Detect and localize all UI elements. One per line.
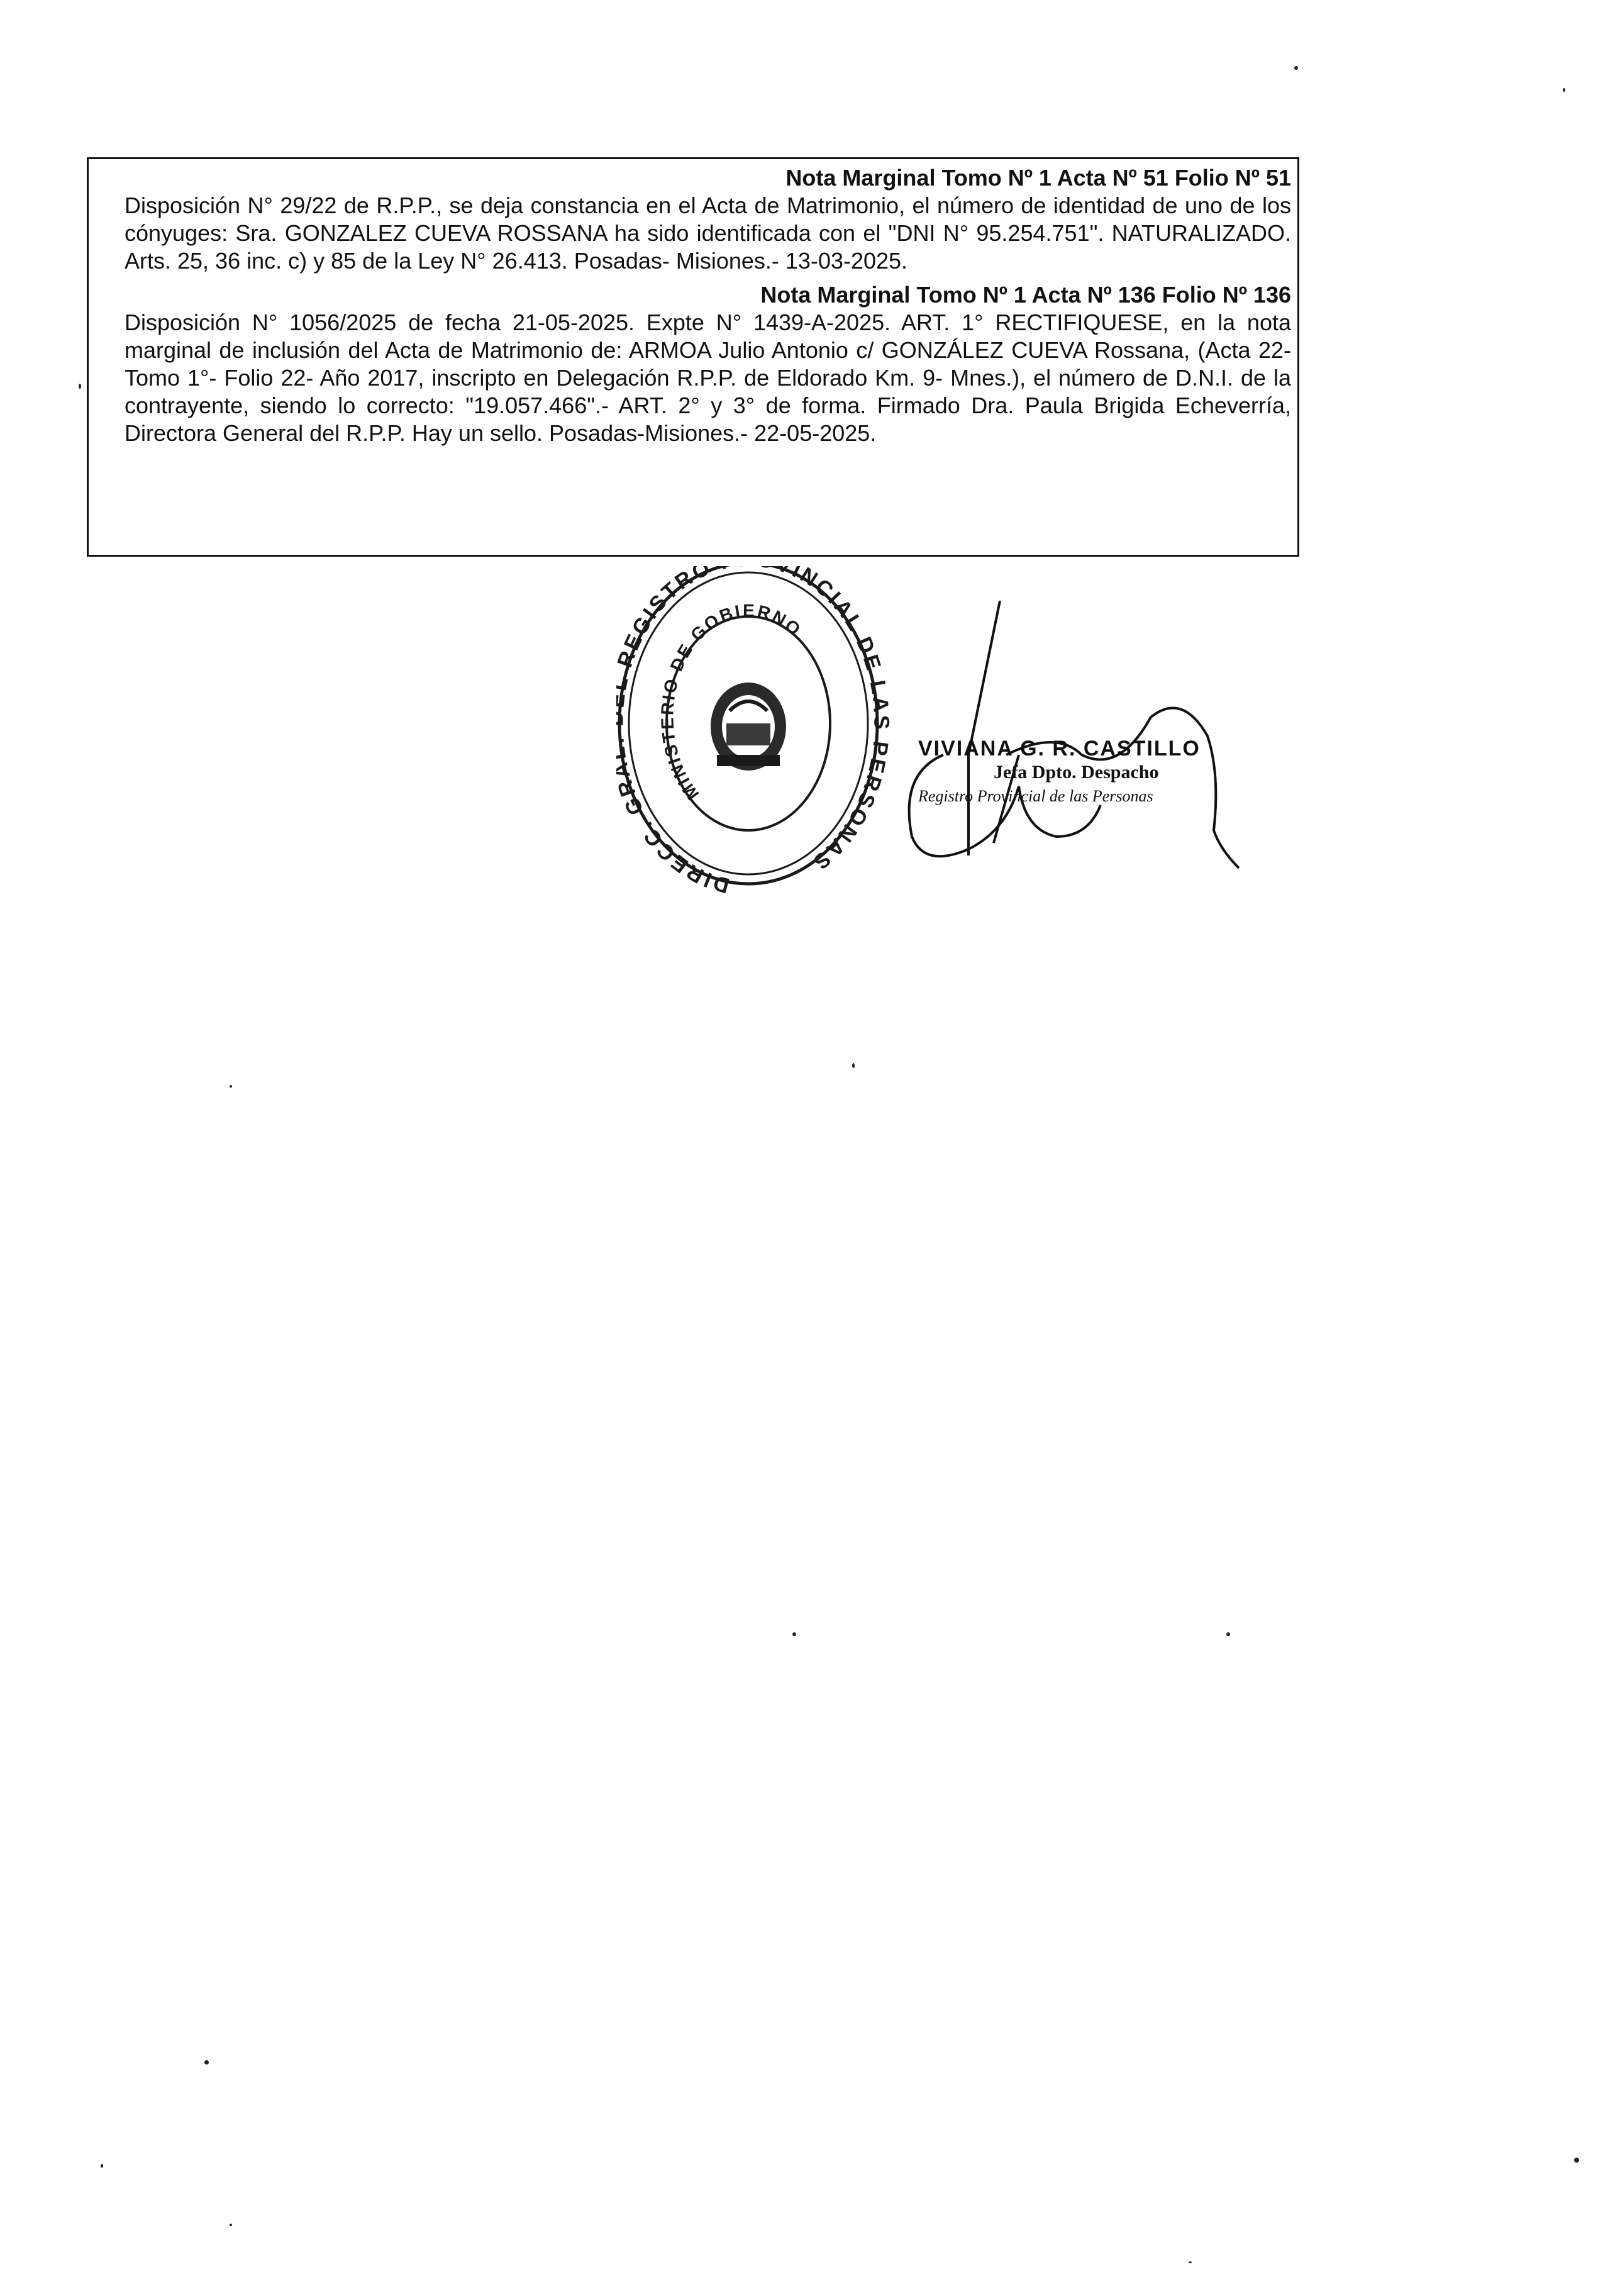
note-body-1: Disposición N° 29/22 de R.P.P., se deja constancia en el Acta de Matrimonio, el número de identidad de uno de los cónyuges: Sra. GONZALEZ CUEVA ROSSANA ha sido identificada con el "DNI N° 95.254.751". NATURALIZADO. Arts. 25, 36 inc. c) y 85 de la Ley N° 26.413. Posadas- Misiones.- 13-03-2025. (125, 192, 1291, 274)
scan-speck (101, 2164, 103, 2168)
signatory-office: Registro Provincial de las Personas (918, 787, 1153, 805)
handwritten-signature-icon (909, 601, 1239, 868)
seal-inner-text: MINISTERIO DE GOBIERNO (657, 600, 806, 804)
note-heading-2: Nota Marginal Tomo Nº 1 Acta Nº 136 Folio Nº 136 (760, 282, 1291, 308)
signatory-name: VIVIANA G. R. CASTILLO (918, 737, 1201, 761)
scan-speck (79, 384, 81, 389)
scan-speck (1189, 2261, 1192, 2263)
scan-speck (1563, 88, 1565, 92)
coat-of-arms-icon (711, 683, 786, 771)
scan-speck (230, 1085, 232, 1088)
scan-speck (852, 1063, 855, 1068)
scan-speck (1294, 66, 1298, 70)
scan-speck (204, 2060, 209, 2065)
scan-speck (1574, 2158, 1579, 2163)
scan-speck (230, 2224, 232, 2226)
signatory-role: Jefa Dpto. Despacho (994, 762, 1159, 783)
note-heading-1: Nota Marginal Tomo Nº 1 Acta Nº 51 Folio Nº 51 (785, 165, 1291, 191)
seal-outer-text: DIRECC. G EGISTRO INCIAL DE LAS PERSONAS (618, 566, 894, 898)
scan-speck (1226, 1632, 1230, 1636)
scan-speck (792, 1632, 796, 1636)
marginal-notes-box (87, 157, 1299, 557)
note-body-2: Disposición N° 1056/2025 de fecha 21-05-2025. Expte N° 1439-A-2025. ART. 1° RECTIFIQUESE, en la nota marginal de inclusión del Acta de Matrimonio de: ARMOA Julio Antonio c/ GONZÁLEZ CUEVA Rossana, (Acta 22- Tomo 1°- Folio 22- Año 2017, inscripto en Delegación R.P.P. de Eldorado Km. 9- Mnes.), el número de D.N.I. de la contrayente, siendo lo correcto: "19.057.466".- ART. 2° y 3° de forma. Firmado Dra. Paula Brigida Echeverría, Directora General del R.P.P. Hay un sello. Posadas-Misiones.- 22-05-2025. (125, 309, 1291, 446)
signature-block (918, 736, 1233, 806)
